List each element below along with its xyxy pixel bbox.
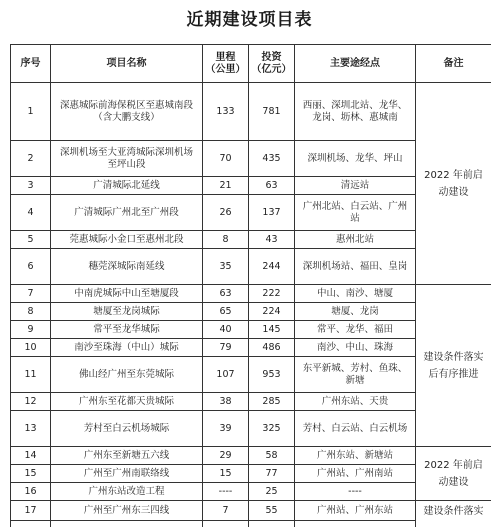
header-investment-line1: 投资	[261, 51, 282, 63]
cell-investment: 781	[249, 83, 295, 141]
cell-route: 惠州北站	[295, 231, 416, 249]
cell-mileage: 15	[203, 465, 249, 483]
cell-seq: 11	[11, 357, 51, 393]
cell-investment: 43	[249, 231, 295, 249]
cell-investment: 137	[249, 195, 295, 231]
cell-name: 广州东至花都天贵城际	[51, 393, 203, 411]
cell-seq: 14	[11, 447, 51, 465]
cell-mileage: 65	[203, 303, 249, 321]
cell-route: 常平、龙华、福田	[295, 321, 416, 339]
cell-investment: 325	[249, 411, 295, 447]
cell-investment: 244	[249, 249, 295, 285]
cell-route: 深圳机场站、福田、皇岗	[295, 249, 416, 285]
cell-mileage: 26	[203, 195, 249, 231]
cell-seq: 3	[11, 177, 51, 195]
cell-mileage: 133	[203, 83, 249, 141]
cell-seq: 13	[11, 411, 51, 447]
table-header-row	[11, 45, 492, 83]
cell-seq: 10	[11, 339, 51, 357]
cell-seq: 15	[11, 465, 51, 483]
cell-note-group-d: 建设条件落实	[416, 501, 492, 527]
cell-name: 中南虎城际中山至塘厦段	[51, 285, 203, 303]
cell-seq: 7	[11, 285, 51, 303]
cell-seq: 17	[11, 501, 51, 521]
page-title: 近期建设项目表	[186, 10, 313, 30]
cell-route: ----	[295, 483, 416, 501]
table-row	[11, 447, 492, 465]
cell-seq: 5	[11, 231, 51, 249]
cell-name: 南沙至珠海（中山）城际	[51, 339, 203, 357]
cell-route: 广州站、广州南站	[295, 465, 416, 483]
table-row	[11, 83, 492, 141]
cell-name: 广州东至新塘五六线	[51, 447, 203, 465]
cell-name: 塘厦至龙岗城际	[51, 303, 203, 321]
cell-route: 广州东站、天贵	[295, 393, 416, 411]
cell-seq: 9	[11, 321, 51, 339]
cell-route: 东平新城、芳村、鱼珠、新塘	[295, 357, 416, 393]
cell-note-group-c: 2022 年前启动建设	[416, 447, 492, 501]
cell-seq: 4	[11, 195, 51, 231]
cell-mileage: 40	[203, 321, 249, 339]
header-investment	[249, 45, 295, 83]
cell-investment: 63	[249, 177, 295, 195]
cell-route: 芳村、白云站、白云机场	[295, 411, 416, 447]
projects-table	[10, 44, 491, 527]
cell-name: 广州至广州东三四线	[51, 501, 203, 521]
cell-route: 广州东站、新塘站	[295, 447, 416, 465]
cell-name: 芳村至白云机场城际	[51, 411, 203, 447]
cell-name: 佛山经广州至东莞城际	[51, 357, 203, 393]
cell-name: 深圳机场至大亚湾城际深圳机场至坪山段	[51, 141, 203, 177]
cell-name: 穗莞深城际南延线	[51, 249, 203, 285]
cell-name: 常平至龙华城际	[51, 321, 203, 339]
cell-seq: 8	[11, 303, 51, 321]
cell-investment: 953	[249, 357, 295, 393]
cell-mileage: 35	[203, 249, 249, 285]
cell-route: 广州站、广州东站	[295, 501, 416, 521]
cell-route: 广州北站、白云站、广州站	[295, 195, 416, 231]
header-investment-line2: （亿元）	[251, 63, 292, 75]
cell-name: 深惠城际前海保税区至惠城南段（含大鹏支线）	[51, 83, 203, 141]
cell-note-group-b: 建设条件落实后有序推进	[416, 285, 492, 447]
cell-investment: 145	[249, 321, 295, 339]
header-mileage-line2: （公里）	[205, 63, 246, 75]
cell-name: 广州至广州南联络线	[51, 465, 203, 483]
cell-name: 广州东站改造工程	[51, 483, 203, 501]
cell-seq: 1	[11, 83, 51, 141]
cell-mileage: 21	[203, 177, 249, 195]
cell-investment: 55	[249, 501, 295, 521]
header-seq: 序号	[11, 45, 51, 83]
cell-mileage: 79	[203, 339, 249, 357]
cell-mileage: 63	[203, 285, 249, 303]
cell-mileage: 29	[203, 447, 249, 465]
cell-name: 莞惠城际小金口至惠州北段	[51, 231, 203, 249]
table-row	[11, 285, 492, 303]
header-mileage-line1: 里程	[215, 51, 236, 63]
header-mileage	[203, 45, 249, 83]
cell-name: 广清城际广州北至广州段	[51, 195, 203, 231]
cell-route: 塘厦、龙岗	[295, 303, 416, 321]
cell-mileage: 107	[203, 357, 249, 393]
cell-mileage: 7	[203, 501, 249, 521]
cell-investment: 25	[249, 483, 295, 501]
cell-investment: 77	[249, 465, 295, 483]
cell-investment: 435	[249, 141, 295, 177]
header-route: 主要途经点	[295, 45, 416, 83]
table-row	[11, 501, 492, 521]
cell-seq: 16	[11, 483, 51, 501]
cell-route: 南沙、中山、珠海	[295, 339, 416, 357]
cell-note-group-a: 2022 年前启动建设	[416, 83, 492, 285]
cell-mileage: 70	[203, 141, 249, 177]
cell-investment: 58	[249, 447, 295, 465]
cell-investment: 486	[249, 339, 295, 357]
cell-name: 广清城际北延线	[51, 177, 203, 195]
cell-route: 深圳机场、龙华、坪山	[295, 141, 416, 177]
cell-seq: 6	[11, 249, 51, 285]
cell-route: 中山、南沙、塘厦	[295, 285, 416, 303]
cell-seq: 12	[11, 393, 51, 411]
header-name: 项目名称	[51, 45, 203, 83]
cell-route: 清远站	[295, 177, 416, 195]
cell-mileage: ----	[203, 483, 249, 501]
cell-investment: 222	[249, 285, 295, 303]
cell-route: 西丽、深圳北站、龙华、龙岗、坜林、惠城南	[295, 83, 416, 141]
cell-mileage: 8	[203, 231, 249, 249]
cell-mileage: 39	[203, 411, 249, 447]
header-note: 备注	[416, 45, 492, 83]
cell-investment: 224	[249, 303, 295, 321]
cell-seq: 2	[11, 141, 51, 177]
cell-investment: 285	[249, 393, 295, 411]
table-container	[10, 44, 491, 527]
cell-mileage: 38	[203, 393, 249, 411]
